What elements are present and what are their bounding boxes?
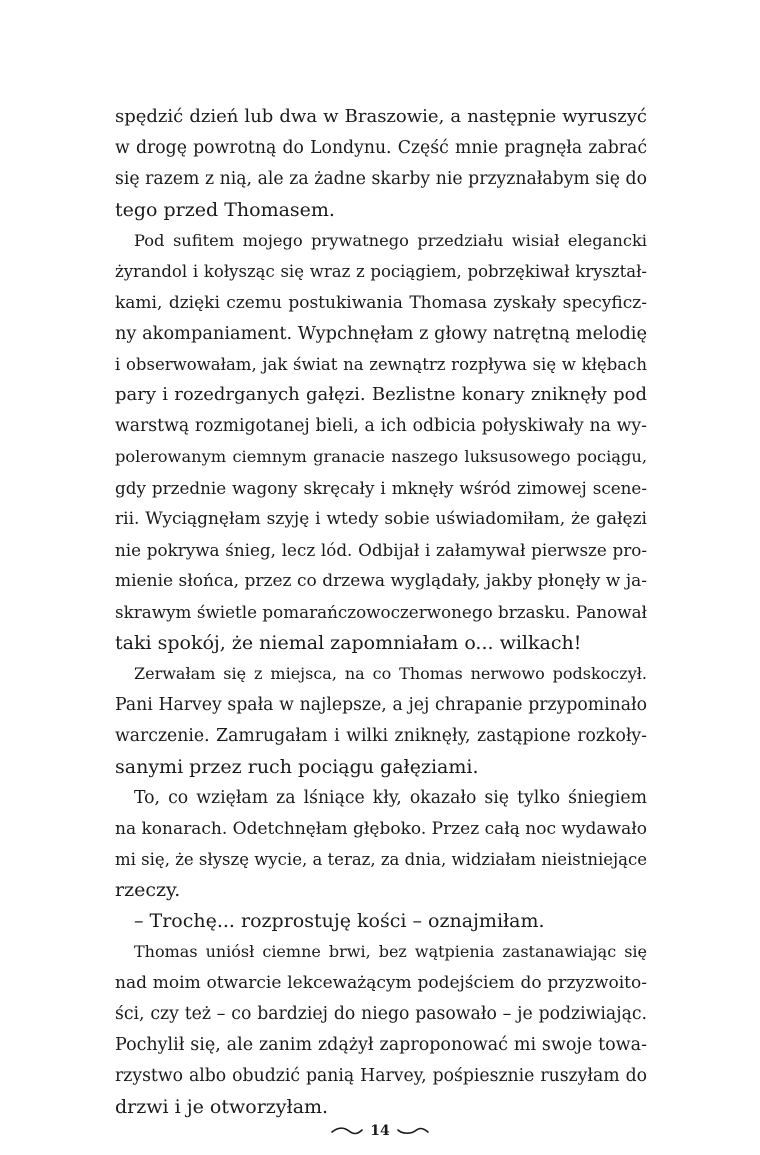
- page-footer: [0, 1119, 760, 1143]
- left-ornament-icon: [331, 1125, 363, 1137]
- text-line: Pani Harvey spała w najlepsze, a jej chrapanie przypominało: [115, 694, 647, 715]
- text-line: w drogę powrotną do Londynu. Część mnie pragnęła zabrać: [115, 137, 647, 158]
- text-line: na konarach. Odetchnęłam głęboko. Przez całą noc wydawało: [115, 818, 647, 839]
- text-line: tego przed Thomasem.: [115, 198, 335, 221]
- page-number: 14: [370, 1123, 390, 1139]
- text-line: Pochylił się, ale zanim zdążył zaproponować mi swoje towa-: [115, 1035, 647, 1056]
- text-line: pary i rozedrganych gałęzi. Bezlistne konary zniknęły pod: [115, 384, 647, 406]
- text-line: sanymi przez ruch pociągu gałęziami.: [115, 755, 479, 778]
- text-line: mienie słońca, przez co drzewa wyglądały, jakby płonęły w ja-: [115, 571, 647, 592]
- text-line: mi się, że słyszę wycie, a teraz, za dnia, widziałam nieistniejące: [115, 849, 647, 869]
- text-line: spędzić dzień lub dwa w Braszowie, a następnie wyruszyć: [115, 106, 647, 127]
- text-line: Pod sufitem mojego prywatnego przedziału wisiał elegancki: [134, 230, 647, 250]
- body-text: [115, 102, 647, 1123]
- text-line: taki spokój, że niemal zapomniałam o... wilkach!: [115, 631, 582, 654]
- text-line: Zerwałam się z miejsca, na co Thomas nerwowo podskoczył.: [134, 663, 647, 683]
- text-line: gdy przednie wagony skręcały i mknęły wśród zimowej scene-: [115, 478, 647, 499]
- text-line: ści, czy też – co bardziej do niego pasowało – je podziwiając.: [115, 1004, 647, 1025]
- right-ornament-icon: [397, 1125, 429, 1137]
- text-line: polerowanym ciemnym granacie naszego luksusowego pociągu,: [115, 447, 647, 467]
- text-line: warczenie. Zamrugałam i wilki zniknęły, zastąpione rozkoły-: [115, 725, 647, 746]
- text-line: – Trochę... rozprostuję kości – oznajmiłam.: [134, 910, 545, 933]
- text-line: żyrandol i kołysząc się wraz z pociągiem, pobrzękiwał kryształ-: [115, 261, 647, 281]
- text-line: To, co wzięłam za lśniące kły, okazało się tylko śniegiem: [134, 787, 647, 808]
- text-line: nad moim otwarcie lekceważącym podejściem do przyzwoito-: [115, 973, 647, 994]
- text-line: rii. Wyciągnęłam szyję i wtedy sobie uświadomiłam, że gałęzi: [115, 509, 647, 530]
- text-line: nie pokrywa śnieg, lecz lód. Odbijał i załamywał pierwsze pro-: [115, 540, 647, 561]
- text-line: Thomas uniósł ciemne brwi, bez wątpienia zastanawiając się: [134, 942, 647, 962]
- text-line: rzystwo albo obudzić panią Harvey, pośpiesznie ruszyłam do: [115, 1066, 647, 1087]
- text-line: ny akompaniament. Wypchnęłam z głowy natrętną melodię: [115, 323, 647, 344]
- text-line: i obserwowałam, jak świat na zewnątrz rozpływa się w kłębach: [115, 354, 647, 374]
- text-line: warstwą rozmigotanej bieli, a ich odbicia połyskiwały na wy-: [115, 416, 647, 437]
- text-line: kami, dzięki czemu postukiwania Thomasa zyskały specyficz-: [115, 292, 647, 313]
- text-line: drzwi i je otworzyłam.: [115, 1096, 329, 1118]
- text-line: rzeczy.: [115, 879, 181, 902]
- text-line: skrawym świetle pomarańczowoczerwonego brzasku. Panował: [115, 602, 647, 622]
- text-line: się razem z nią, ale za żadne skarby nie przyznałabym się do: [115, 168, 647, 189]
